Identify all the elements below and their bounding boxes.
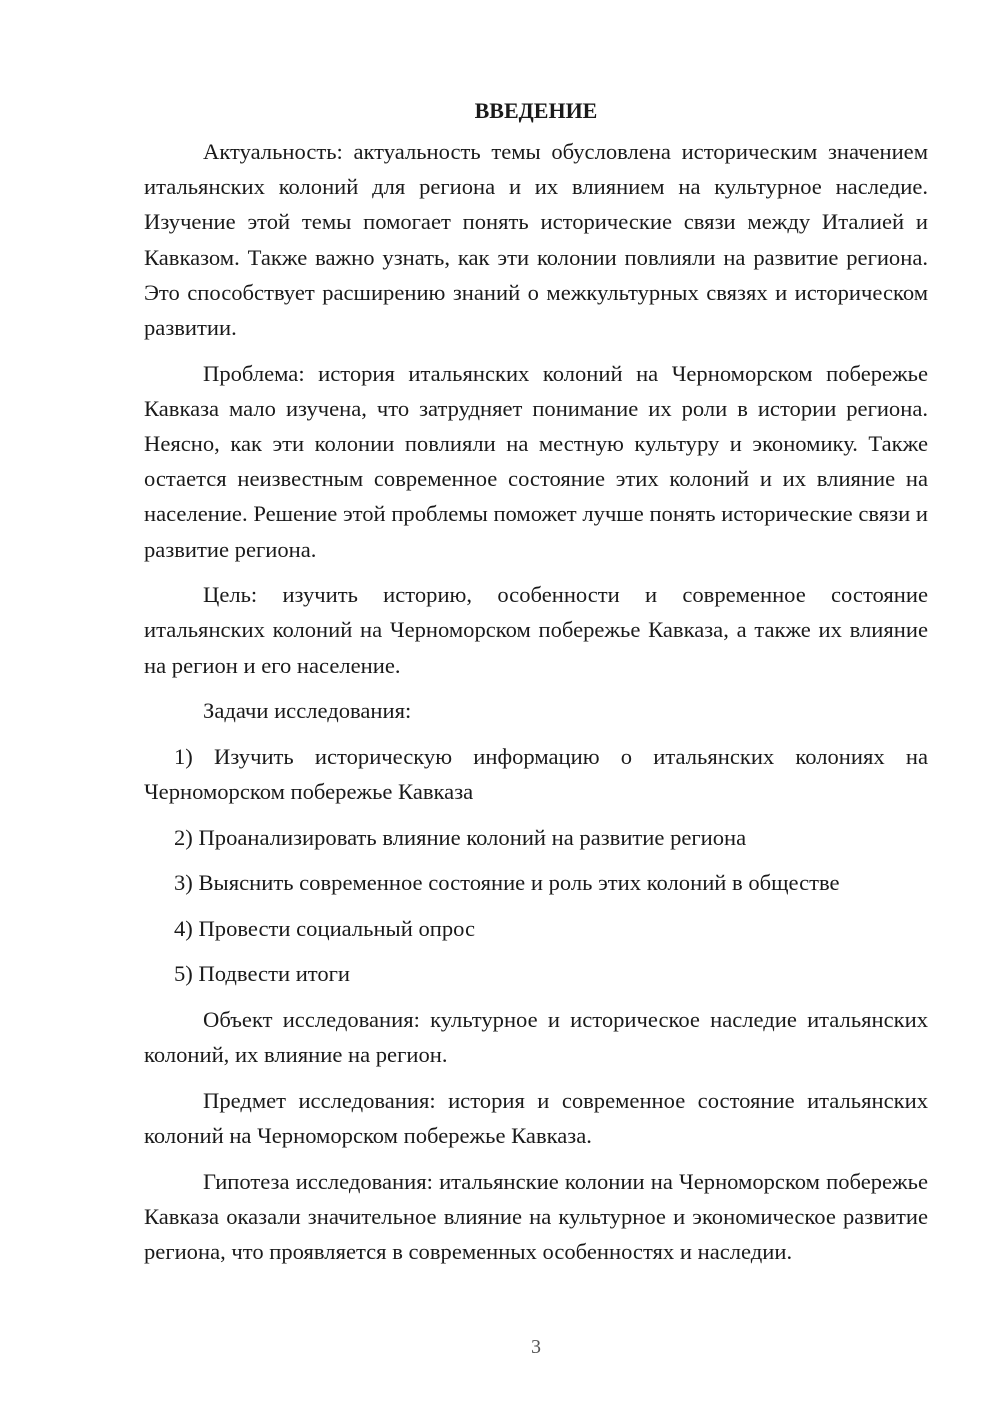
task-item-5: 5) Подвести итоги xyxy=(174,961,351,987)
problem-paragraph: Проблема: история итальянских колоний на Черноморском побережье Кавказа мало изучена, что затрудняет понимание их роли в истории региона. Неясно, как эти колонии повлияли на местную культуру и экономику. Также остается неизвестным современное состояние этих колоний и их влияние на население. Решение этой проблемы поможет лучше понять исторические связи и развитие региона. xyxy=(144,360,928,562)
object-paragraph: Объект исследования: культурное и историческое наследие итальянских колоний, их влияние на регион. xyxy=(144,1006,928,1068)
subject-paragraph: Предмет исследования: история и современное состояние итальянских колоний на Черноморском побережье Кавказа. xyxy=(144,1087,928,1148)
goal-paragraph: Цель: изучить историю, особенности и современное состояние итальянских колоний на Черноморском побережье Кавказа, а также их влияние на регион и его население. xyxy=(144,582,928,678)
task-item-4: 4) Провести социальный опрос xyxy=(174,915,476,941)
task-item-2: 2) Проанализировать влияние колоний на развитие региона xyxy=(174,824,747,850)
tasks-heading: Задачи исследования: xyxy=(203,698,412,724)
section-title: ВВЕДЕНИЕ xyxy=(474,98,598,123)
relevance-paragraph: Актуальность: актуальность темы обусловлена историческим значением итальянских колоний для региона и их влиянием на культурное наследие. Изучение этой темы помогает понять исторические связи между Италией и Кавказом. Также важно узнать, как эти колонии повлияли на развитие региона. Это способствует расширению знаний о межкультурных связях и историческом развитии. xyxy=(144,139,928,341)
task-item-1: 1) Изучить историческую информацию о итальянских колониях на Черноморском побережье Кавказа xyxy=(144,743,928,805)
task-item-3: 3) Выяснить современное состояние и роль этих колоний в обществе xyxy=(174,870,840,896)
hypothesis-paragraph: Гипотеза исследования: итальянские колонии на Черноморском побережье Кавказа оказали значительное влияние на культурное и экономическое развитие региона, что проявляется в современных особенностях и наследии. xyxy=(144,1168,928,1264)
document-page xyxy=(144,96,928,1280)
page-number: 3 xyxy=(531,1336,541,1358)
